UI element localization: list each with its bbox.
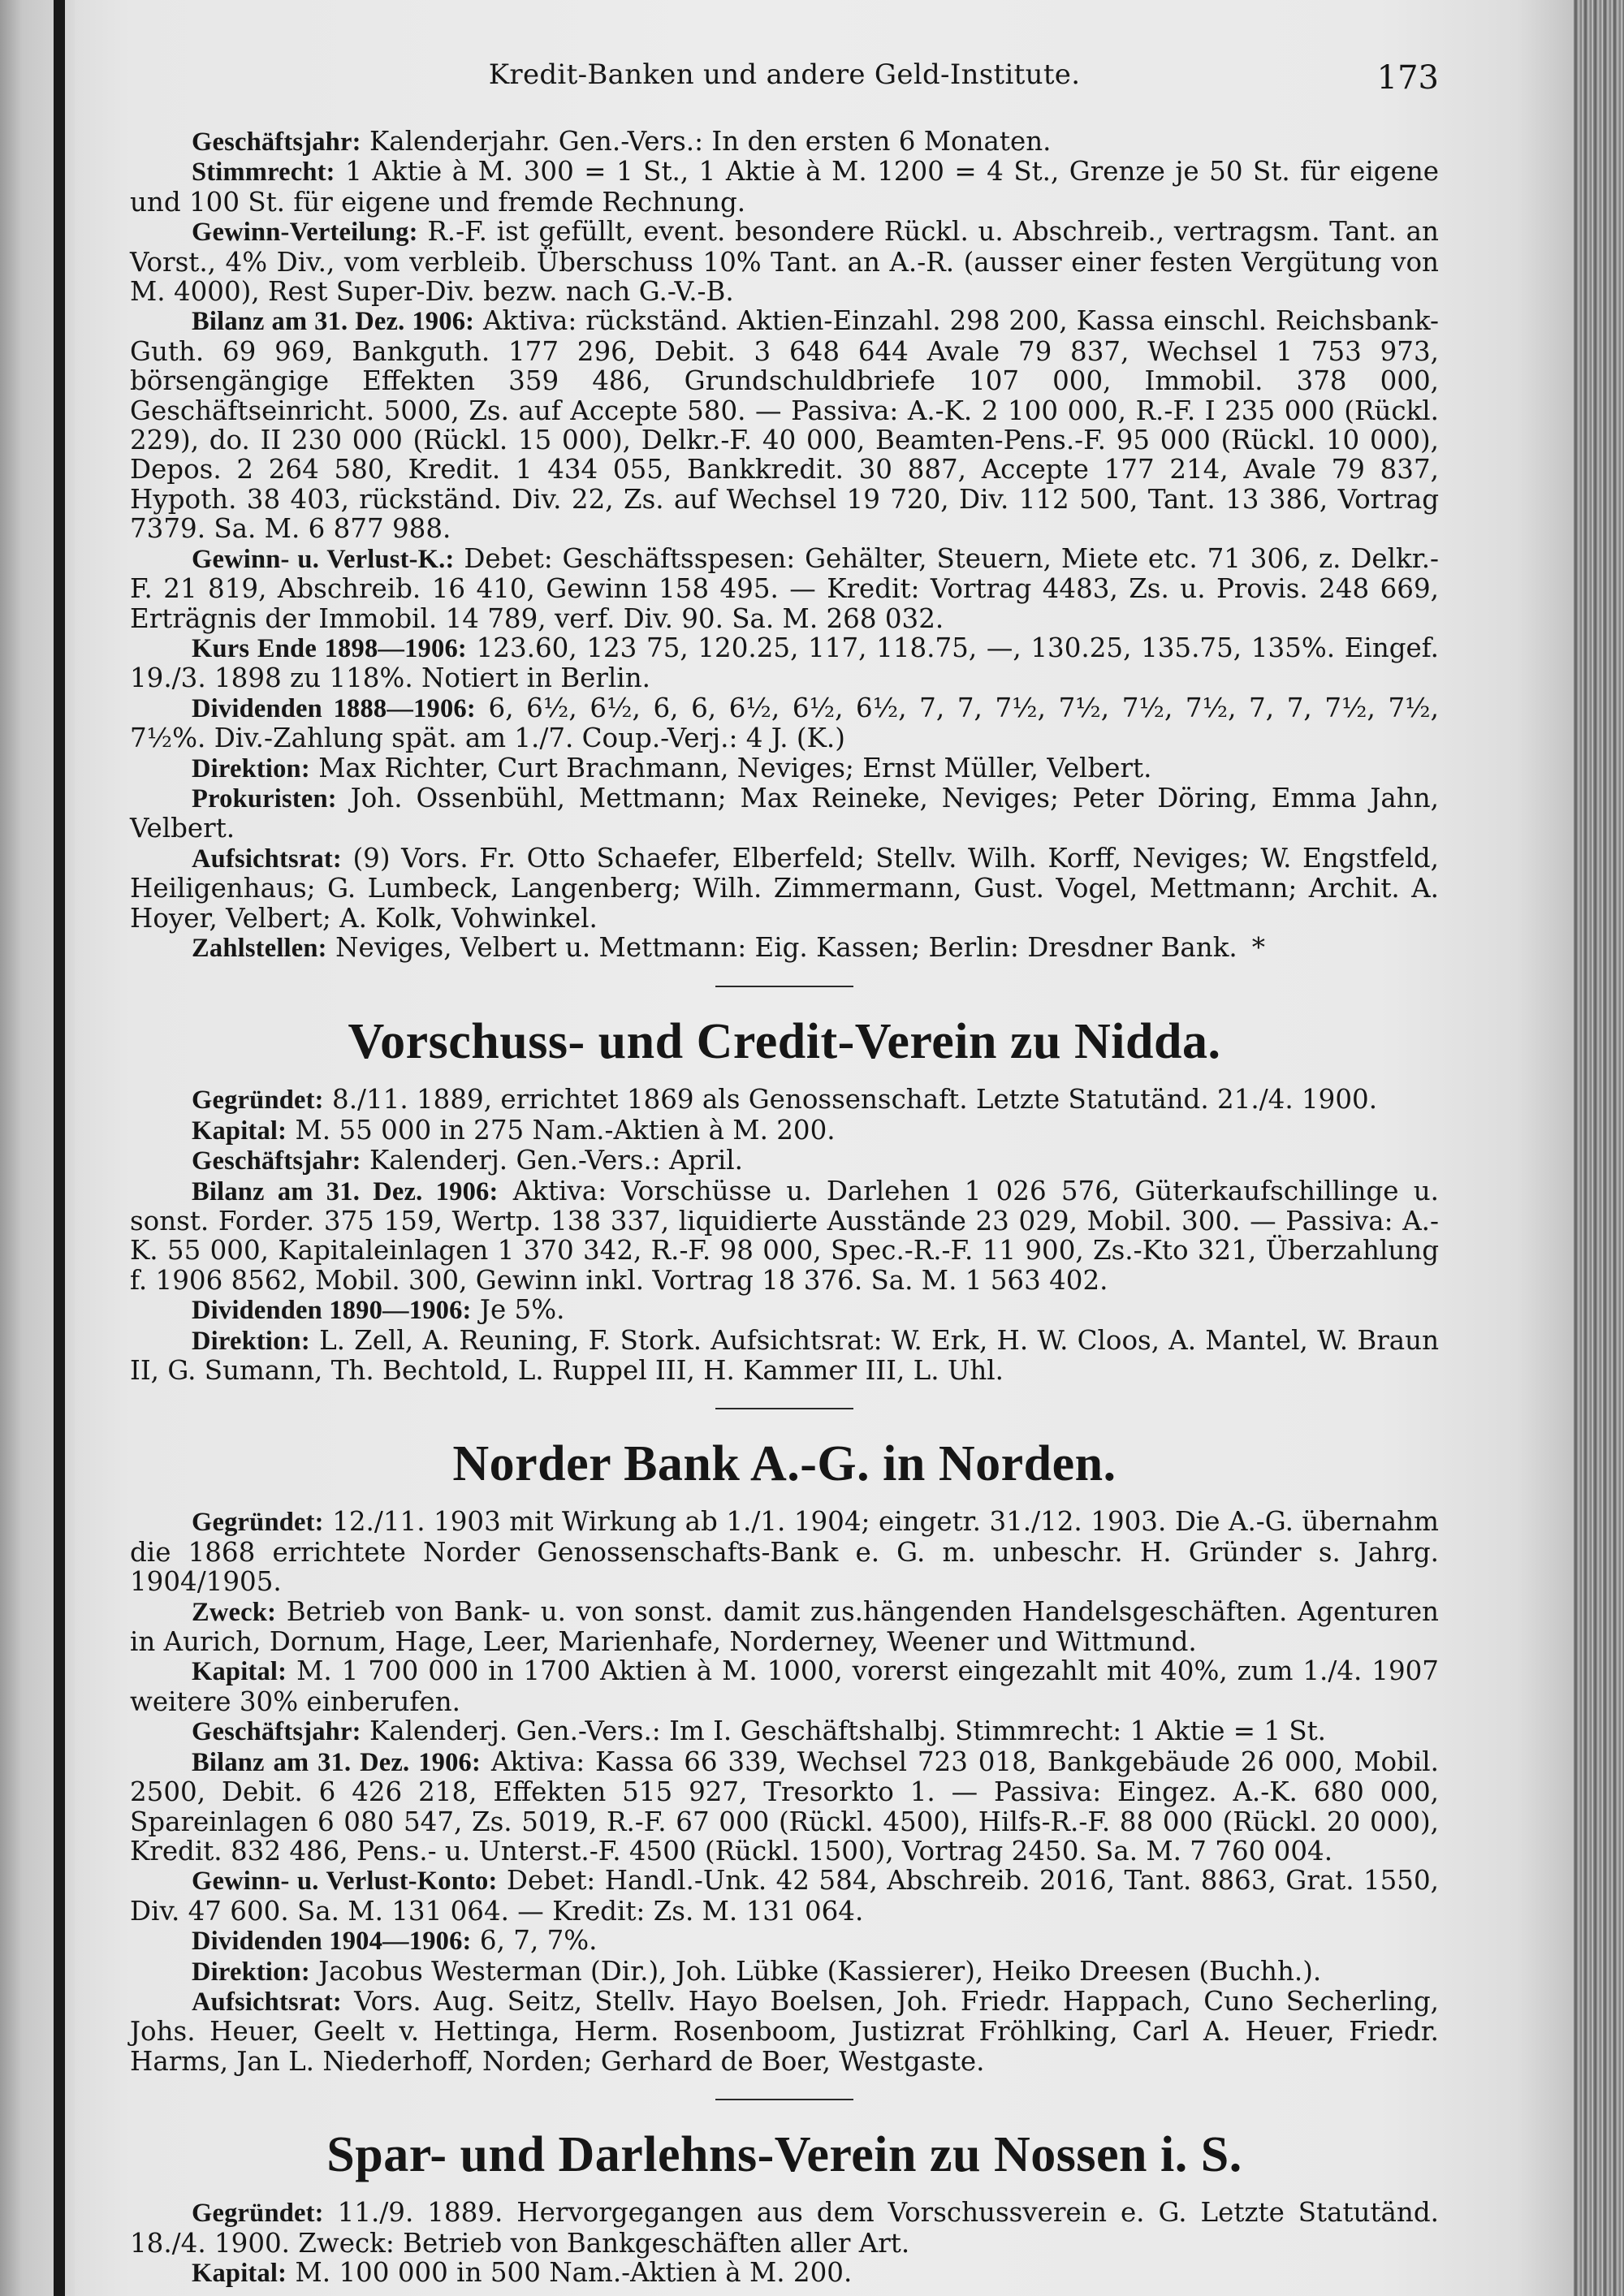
entry-label: Kapital: bbox=[192, 1116, 287, 1146]
entry bbox=[130, 1747, 1439, 1867]
entry bbox=[130, 933, 1439, 963]
entry bbox=[130, 1507, 1439, 1596]
entry-text: M. 100 000 in 500 Nam.-Aktien à M. 200. bbox=[295, 2256, 853, 2288]
entry-label: Dividenden 1904—1906: bbox=[192, 1927, 472, 1957]
entry-text: M. 1 700 000 in 1700 Aktien à M. 1000, vorerst eingezahlt mit 40%, zum 1./4. 1907 weitere 30% einberufen. bbox=[130, 1655, 1439, 1717]
entry-label: Geschäftsjahr: bbox=[192, 127, 361, 157]
entry-label: Zahlstellen: bbox=[192, 933, 327, 963]
entry-label: Bilanz am 31. Dez. 1906: bbox=[192, 307, 475, 337]
section-heading: Spar- und Darlehns-Verein zu Nossen i. S. bbox=[326, 2127, 1242, 2183]
section-heading: Vorschuss- und Credit-Verein zu Nidda. bbox=[348, 1014, 1221, 1070]
entry-label: Gewinn- u. Verlust-Konto: bbox=[192, 1867, 498, 1897]
section-divider bbox=[715, 2099, 853, 2100]
entry bbox=[130, 306, 1439, 543]
entry bbox=[130, 693, 1439, 753]
entry-label: Kapital: bbox=[192, 2258, 287, 2288]
entry bbox=[130, 1957, 1439, 1987]
section-divider bbox=[715, 986, 853, 987]
entry-text: Kalenderj. Gen.-Vers.: Im I. Geschäftshalbj. Stimmrecht: 1 Aktie = 1 St. bbox=[369, 1716, 1326, 1747]
entry bbox=[130, 1716, 1439, 1746]
entry bbox=[130, 1085, 1439, 1115]
entry bbox=[130, 1176, 1439, 1296]
entry-text: Je 5%. bbox=[479, 1294, 565, 1326]
entry-label: Gewinn-Verteilung: bbox=[192, 218, 418, 248]
entry-label: Gegründet: bbox=[192, 1508, 324, 1538]
entry bbox=[130, 1866, 1439, 1926]
entry bbox=[130, 1656, 1439, 1716]
entry bbox=[130, 544, 1439, 633]
entry bbox=[130, 157, 1439, 217]
section-norden bbox=[130, 1434, 1439, 2076]
entry-text: 1 Aktie à M. 300 = 1 St., 1 Aktie à M. 1200 = 4 St., Grenze je 50 St. für eigene und 100 St. für eigene und fremde Rechnung. bbox=[130, 156, 1439, 218]
entry-text: Max Richter, Curt Brachmann, Neviges; Ernst Müller, Velbert. bbox=[318, 752, 1152, 783]
entry-text: Jacobus Westerman (Dir.), Joh. Lübke (Kassierer), Heiko Dreesen (Buchh.). bbox=[318, 1955, 1322, 1987]
entry-text: 123.60, 123 75, 120.25, 117, 118.75, —, 130.25, 135.75, 135%. Eingef. 19./3. 1898 zu 118%. Notiert in Berlin. bbox=[130, 632, 1439, 694]
entry-label: Zweck: bbox=[192, 1597, 277, 1627]
footnote-mark: * bbox=[1251, 931, 1266, 963]
entry bbox=[130, 217, 1439, 306]
entry-text: R.-F. ist gefüllt, event. besondere Rückl. u. Abschreib., vertragsm. Tant. an Vorst., 4% Div., vom verbleib. Überschuss 10% Tant. an A.-R. (ausser einer festen Vergütung von M. 4000), Rest Super-Div. bezw. nach G.-V.-B. bbox=[130, 216, 1439, 308]
section-nidda bbox=[130, 1012, 1439, 1385]
entry-label: Geschäftsjahr: bbox=[192, 1717, 361, 1747]
entry-text: 8./11. 1889, errichtet 1869 als Genossenschaft. Letzte Statutänd. 21./4. 1900. bbox=[332, 1084, 1378, 1116]
entry-text: M. 55 000 in 275 Nam.-Aktien à M. 200. bbox=[295, 1114, 836, 1146]
entry-text: 6, 7, 7%. bbox=[479, 1925, 598, 1957]
page-edge-shadow bbox=[1517, 0, 1574, 2296]
entry-label: Geschäftsjahr: bbox=[192, 1146, 361, 1176]
entry bbox=[130, 1326, 1439, 1386]
entry-label: Direktion: bbox=[192, 753, 310, 783]
entry bbox=[130, 1597, 1439, 1657]
section-heading: Norder Bank A.-G. in Norden. bbox=[452, 1436, 1116, 1492]
entry-label: Dividenden 1890—1906: bbox=[192, 1296, 472, 1326]
entry-label: Gegründet: bbox=[192, 1085, 324, 1116]
entry-label: Bilanz am 31. Dez. 1906: bbox=[192, 1176, 499, 1206]
entry-text: 6, 6½, 6½, 6, 6, 6½, 6½, 6½, 7, 7, 7½, 7½, 7½, 7½, 7, 7, 7½, 7½, 7½%. Div.-Zahlung spät. am 1./7. Coup.-Verj.: 4 J. (K.) bbox=[130, 692, 1439, 754]
entry-label: Stimmrecht: bbox=[192, 158, 335, 188]
entry bbox=[130, 127, 1439, 157]
entry-label: Gewinn- u. Verlust-K.: bbox=[192, 544, 455, 574]
page-stack-edge bbox=[1574, 0, 1624, 2296]
entry-text: (9) Vors. Fr. Otto Schaefer, Elberfeld; Stellv. Wilh. Korff, Neviges; W. Engstfeld, Heiligenhaus; G. Lumbeck, Langenberg; Wilh. Zimmermann, Gust. Vogel, Mettmann; Archit. A. Hoyer, Velbert; A. Kolk, Vohwinkel. bbox=[130, 842, 1439, 934]
entry bbox=[130, 753, 1439, 783]
entry-label: Aufsichtsrat: bbox=[192, 1987, 342, 2017]
section-neviges bbox=[130, 127, 1439, 963]
entry-label: Gegründet: bbox=[192, 2199, 324, 2229]
entry-label: Bilanz am 31. Dez. 1906: bbox=[192, 1747, 482, 1777]
entry bbox=[130, 1926, 1439, 1956]
running-title: Kredit-Banken und andere Geld-Institute. bbox=[488, 58, 1081, 91]
entry bbox=[130, 2258, 1439, 2288]
entry-text: Kalenderjahr. Gen.-Vers.: In den ersten 6 Monaten. bbox=[369, 126, 1052, 157]
entry-text: Debet: Geschäftsspesen: Gehälter, Steuern, Miete etc. 71 306, z. Delkr.-F. 21 819, Abschreib. 16 410, Gewinn 158 495. — Kredit: Vortrag 4483, Zs. u. Provis. 248 669, Erträgnis der Immobil. 14 789, verf. Div. 90. Sa. M. 268 032. bbox=[130, 542, 1440, 634]
entry-text: Vors. Aug. Seitz, Stellv. Hayo Boelsen, Joh. Friedr. Happach, Cuno Secherling, Johs. Heuer, Geelt v. Hettinga, Herm. Rosenboom, Justizrat Fröhlking, Carl A. Heuer, Friedr. Harms, Jan L. Niederhoff, Norden; Gerhard de Boer, Westgaste. bbox=[130, 1985, 1439, 2077]
entry bbox=[130, 2198, 1439, 2258]
entry-text: L. Zell, A. Reuning, F. Stork. Aufsichtsrat: W. Erk, H. W. Cloos, A. Mantel, W. Braun II, G. Sumann, Th. Bechtold, L. Ruppel III, H. Kammer III, L. Uhl. bbox=[130, 1324, 1439, 1387]
entry-text: Debet: Handl.-Unk. 42 584, Abschreib. 2016, Tant. 8863, Grat. 1550, Div. 47 600. Sa. M. 131 064. — Kredit: Zs. M. 131 064. bbox=[130, 1865, 1439, 1927]
entry-text: Aktiva: Kassa 66 339, Wechsel 723 018, Bankgebäude 26 000, Mobil. 2500, Debit. 6 426 218, Effekten 515 927, Tresorkto 1. — Passiva: Eingez. A.-K. 680 000, Spareinlagen 6 080 547, Zs. 5019, R.-F. 67 000 (Rückl. 4500), Hilfs-R.-F. 88 000 (Rückl. 20 000), Kredit. 832 486, Pens.- u. Unterst.-F. 4500 (Rückl. 1500), Vortrag 2450. Sa. M. 7 760 004. bbox=[130, 1746, 1439, 1867]
entry-label: Kurs Ende 1898—1906: bbox=[192, 633, 467, 663]
entry-label: Direktion: bbox=[192, 1957, 310, 1987]
entry-text: 12./11. 1903 mit Wirkung ab 1./1. 1904; eingetr. 31./12. 1903. Die A.-G. übernahm die 1868 errichtete Norder Genossenschafts-Bank e. G. m. unbeschr. H. Gründer s. Jahrg. 1904/1905. bbox=[130, 1506, 1439, 1598]
entry bbox=[130, 1295, 1439, 1325]
entry-text: Betrieb von Bank- u. von sonst. damit zus.hängenden Handelsgeschäften. Agenturen in Aurich, Dornum, Hage, Leer, Marienhafe, Norderney, Weener und Wittmund. bbox=[130, 1595, 1439, 1658]
entry-text: Neviges, Velbert u. Mettmann: Eig. Kassen; Berlin: Dresdner Bank. bbox=[335, 931, 1237, 963]
entry bbox=[130, 844, 1439, 933]
entry-label: Direktion: bbox=[192, 1326, 310, 1356]
entry-text: Aktiva: Vorschüsse u. Darlehen 1 026 576, Güterkaufschillinge u. sonst. Forder. 375 159, Wertp. 138 337, liquidierte Ausstände 23 029, Mobil. 300. — Passiva: A.-K. 55 000, Kapitaleinlagen 1 370 342, R.-F. 98 000, Spec.-R.-F. 11 900, Zs.-Kto 321, Überzahlung f. 1906 8562, Mobil. 300, Gewinn inkl. Vortrag 18 376. Sa. M. 1 563 402. bbox=[130, 1175, 1439, 1296]
entry-label: Dividenden 1888—1906: bbox=[192, 693, 476, 723]
page-content bbox=[130, 57, 1439, 2288]
entry bbox=[130, 1146, 1439, 1176]
section-nossen bbox=[130, 2125, 1439, 2288]
entry-label: Prokuristen: bbox=[192, 783, 337, 814]
entry bbox=[130, 1116, 1439, 1146]
entry-label: Aufsichtsrat: bbox=[192, 844, 342, 874]
gutter-line bbox=[54, 0, 65, 2296]
entry bbox=[130, 783, 1439, 844]
entry-text: Joh. Ossenbühl, Mettmann; Max Reineke, Neviges; Peter Döring, Emma Jahn, Velbert. bbox=[130, 782, 1439, 844]
page-number: 173 bbox=[1376, 59, 1439, 97]
entry bbox=[130, 1987, 1439, 2076]
entry-label: Kapital: bbox=[192, 1657, 287, 1687]
entry-text: Aktiva: rückständ. Aktien-Einzahl. 298 200, Kassa einschl. Reichsbank-Guth. 69 969, Bankguth. 177 296, Debit. 3 648 644 Avale 79 837, Wechsel 1 753 973, börsengängige Effekten 359 486, Grundschuldbriefe 107 000, Immobil. 378 000, Geschäftseinricht. 5000, Zs. auf Accepte 580. — Passiva: A.-K. 2 100 000, R.-F. I 235 000 (Rückl. 229), do. II 230 000 (Rückl. 15 000), Delkr.-F. 40 000, Beamten-Pens.-F. 95 000 (Rückl. 10 000), Depos. 2 264 580, Kredit. 1 434 055, Bankkredit. 30 887, Accepte 177 214, Avale 79 837, Hypoth. 38 403, rückständ. Div. 22, Zs. auf Wechsel 19 720, Div. 112 500, Tant. 13 386, Vortrag 7379. Sa. M. 6 877 988. bbox=[130, 305, 1439, 545]
entry-text: Kalenderj. Gen.-Vers.: April. bbox=[369, 1145, 744, 1176]
section-divider bbox=[715, 1408, 853, 1409]
running-header bbox=[130, 57, 1439, 107]
entry bbox=[130, 633, 1439, 693]
entry-text: 11./9. 1889. Hervorgegangen aus dem Vorschussverein e. G. Letzte Statutänd. 18./4. 1900. Zweck: Betrieb von Bankgeschäften aller Art. bbox=[130, 2197, 1439, 2259]
